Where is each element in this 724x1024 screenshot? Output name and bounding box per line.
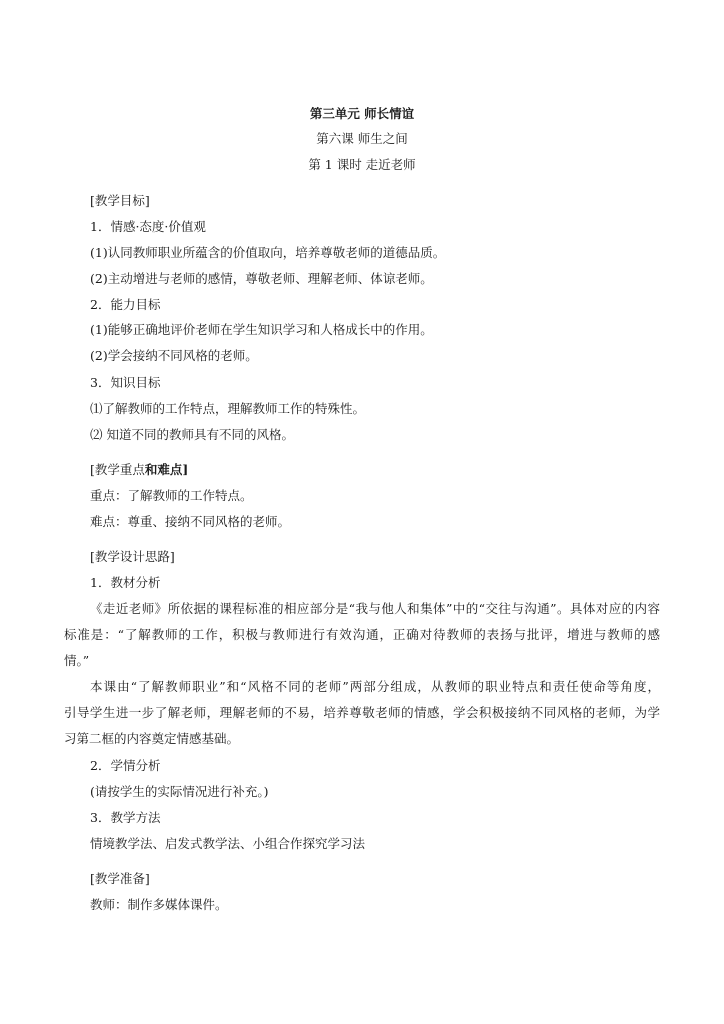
paragraph-line: 情。” — [64, 653, 90, 668]
design-heading: [教学设计思路] — [90, 549, 175, 564]
objective-line: (2)主动增进与老师的感情，尊敬老师、理解老师、体谅老师。 — [90, 271, 433, 286]
difficulty-line: 难点：尊重、接纳不同风格的老师。 — [90, 514, 291, 529]
objective-line: ⑵ 知道不同的教师具有不同的风格。 — [90, 427, 294, 442]
objective-line: 1．情感·态度·价值观 — [90, 219, 206, 234]
teaching-methods-text: 情境教学法、启发式教学法、小组合作探究学习法 — [90, 836, 366, 851]
objective-line: 2．能力目标 — [90, 297, 161, 312]
objective-line: 3．知识目标 — [90, 375, 161, 390]
teacher-preparation: 教师：制作多媒体课件。 — [90, 897, 228, 912]
unit-title: 第三单元 师长情谊 — [309, 106, 415, 121]
paragraph-line: 引导学生进一步了解老师，理解老师的不易，培养尊敬老师的情感，学会积极接纳不同风格的老师，为学 — [64, 705, 660, 720]
paragraph-line: 习第二框的内容奠定情感基础。 — [64, 731, 240, 746]
key-points-heading-part-b: 和难点] — [144, 462, 189, 477]
student-analysis-title: 2．学情分析 — [90, 758, 161, 773]
paragraph-line: 标准是：“了解教师的工作，积极与教师进行有效沟通，正确对待教师的表扬与批评，增进与教师的感 — [64, 627, 660, 642]
student-analysis-text: (请按学生的实际情况进行补充。) — [90, 784, 269, 799]
lesson-title: 第六课 师生之间 — [316, 131, 408, 146]
material-analysis-title: 1．教材分析 — [90, 575, 161, 590]
teaching-methods-title: 3．教学方法 — [90, 810, 161, 825]
objective-line: (2)学会接纳不同风格的老师。 — [90, 348, 258, 363]
objective-line: (1)能够正确地评价老师在学生知识学习和人格成长中的作用。 — [90, 322, 433, 337]
focus-line: 重点：了解教师的工作特点。 — [90, 488, 253, 503]
objective-line: ⑴了解教师的工作特点，理解教师工作的特殊性。 — [90, 401, 366, 416]
key-points-heading — [90, 462, 188, 478]
objective-line: (1)认同教师职业所蕴含的价值取向，培养尊敬老师的道德品质。 — [90, 245, 446, 260]
objectives-heading: [教学目标] — [90, 193, 150, 208]
preparation-heading: [教学准备] — [90, 871, 150, 886]
period-title: 第 1 课时 走近老师 — [308, 157, 416, 172]
paragraph-line: 本课由“了解教师职业”和“风格不同的老师”两部分组成，从教师的职业特点和责任使命等角度， — [90, 679, 660, 694]
key-points-heading-part-a: [教学重点 — [90, 462, 145, 477]
paragraph-line: 《走近老师》所依据的课程标准的相应部分是“我与他人和集体”中的“交往与沟通”。具体对应的内容 — [90, 601, 660, 616]
